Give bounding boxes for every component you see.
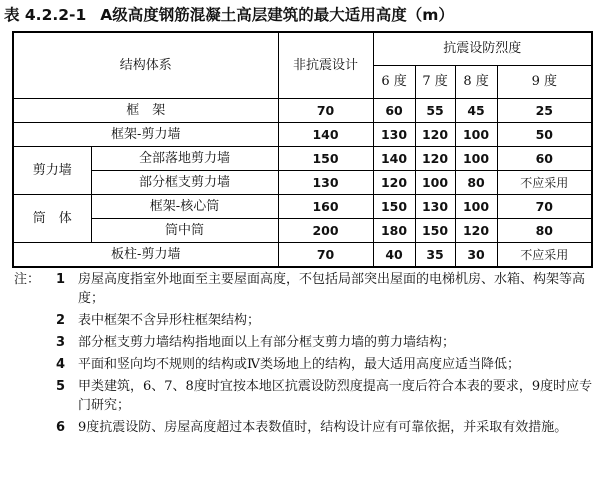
header-row xyxy=(13,32,592,66)
cell-degree-6: 40 xyxy=(373,243,415,268)
cell-degree-8: 30 xyxy=(455,243,497,268)
cell-degree-7: 55 xyxy=(415,99,455,123)
row-label: 框架-核心筒 xyxy=(91,195,278,219)
row-label: 全部落地剪力墙 xyxy=(91,147,278,171)
header-structure: 结构体系 xyxy=(13,32,278,99)
row-label: 筒中筒 xyxy=(91,219,278,243)
cell-degree-9: 80 xyxy=(497,219,592,243)
cell-degree-7: 120 xyxy=(415,123,455,147)
note-text: 平面和竖向均不规则的结构或Ⅳ类场地上的结构，最大适用高度应适当降低； xyxy=(78,357,520,372)
table-row xyxy=(13,243,592,268)
cell-degree-8: 80 xyxy=(455,171,497,195)
table-number: 表 4.2.2-1 xyxy=(4,6,87,24)
table-caption: A级高度钢筋混凝土高层建筑的最大适用高度（m） xyxy=(100,6,454,24)
note-text: 表中框架不含异形柱框架结构； xyxy=(78,313,261,328)
table-row xyxy=(13,99,592,123)
row-label: 部分框支剪力墙 xyxy=(91,171,278,195)
note-number: 4 xyxy=(56,357,66,372)
note-item xyxy=(14,355,600,374)
note-item xyxy=(14,333,600,352)
cell-degree-9: 60 xyxy=(497,147,592,171)
cell-degree-9: 不应采用 xyxy=(497,243,592,268)
table-row xyxy=(13,123,592,147)
notes-prefix: 注： xyxy=(14,272,41,287)
row-label: 框 架 xyxy=(13,99,278,123)
cell-degree-9: 25 xyxy=(497,99,592,123)
cell-degree-9: 70 xyxy=(497,195,592,219)
note-number: 5 xyxy=(56,379,66,394)
cell-degree-9: 不应采用 xyxy=(497,171,592,195)
group-label-shear-wall: 剪力墙 xyxy=(13,147,91,195)
notes-section xyxy=(14,270,600,440)
note-item xyxy=(14,418,600,437)
cell-degree-6: 120 xyxy=(373,171,415,195)
header-degree-8: 8 度 xyxy=(455,66,497,99)
note-text: 部分框支剪力墙结构指地面以上有部分框支剪力墙的剪力墙结构； xyxy=(78,335,456,350)
header-degree-9: 9 度 xyxy=(497,66,592,99)
cell-non-seismic: 200 xyxy=(278,219,373,243)
group-label-tube: 筒 体 xyxy=(13,195,91,243)
header-degree-7: 7 度 xyxy=(415,66,455,99)
table-row xyxy=(13,195,592,219)
table-title xyxy=(4,3,600,27)
cell-degree-8: 100 xyxy=(455,195,497,219)
note-item xyxy=(14,270,600,308)
max-height-table xyxy=(12,31,593,268)
cell-non-seismic: 70 xyxy=(278,243,373,268)
cell-non-seismic: 70 xyxy=(278,99,373,123)
cell-degree-9: 50 xyxy=(497,123,592,147)
cell-degree-7: 150 xyxy=(415,219,455,243)
cell-degree-6: 180 xyxy=(373,219,415,243)
cell-degree-7: 35 xyxy=(415,243,455,268)
header-non-seismic: 非抗震设计 xyxy=(278,32,373,99)
cell-non-seismic: 160 xyxy=(278,195,373,219)
note-number: 3 xyxy=(56,335,66,350)
cell-degree-8: 120 xyxy=(455,219,497,243)
header-seismic-group: 抗震设防烈度 xyxy=(373,32,592,66)
cell-degree-6: 140 xyxy=(373,147,415,171)
table-row xyxy=(13,171,592,195)
row-label: 框架-剪力墙 xyxy=(13,123,278,147)
note-item xyxy=(14,377,600,415)
cell-degree-6: 150 xyxy=(373,195,415,219)
cell-degree-7: 130 xyxy=(415,195,455,219)
cell-non-seismic: 140 xyxy=(278,123,373,147)
cell-degree-8: 100 xyxy=(455,147,497,171)
cell-degree-6: 60 xyxy=(373,99,415,123)
note-text: 9度抗震设防、房屋高度超过本表数值时，结构设计应有可靠依据，并采取有效措施。 xyxy=(78,420,568,435)
cell-degree-8: 100 xyxy=(455,123,497,147)
note-number: 1 xyxy=(56,272,66,287)
cell-degree-7: 100 xyxy=(415,171,455,195)
cell-degree-7: 120 xyxy=(415,147,455,171)
cell-non-seismic: 130 xyxy=(278,171,373,195)
note-text: 甲类建筑，6、7、8度时宜按本地区抗震设防烈度提高一度后符合本表的要求，9度时应专门研究； xyxy=(78,379,593,413)
cell-non-seismic: 150 xyxy=(278,147,373,171)
row-label: 板柱-剪力墙 xyxy=(13,243,278,268)
note-text: 房屋高度指室外地面至主要屋面高度，不包括局部突出屋面的电梯机房、水箱、构架等高度； xyxy=(78,272,586,306)
cell-degree-6: 130 xyxy=(373,123,415,147)
cell-degree-8: 45 xyxy=(455,99,497,123)
header-degree-6: 6 度 xyxy=(373,66,415,99)
note-item xyxy=(14,311,600,330)
table-row xyxy=(13,147,592,171)
note-number: 6 xyxy=(56,420,66,435)
table-row xyxy=(13,219,592,243)
note-number: 2 xyxy=(56,313,66,328)
